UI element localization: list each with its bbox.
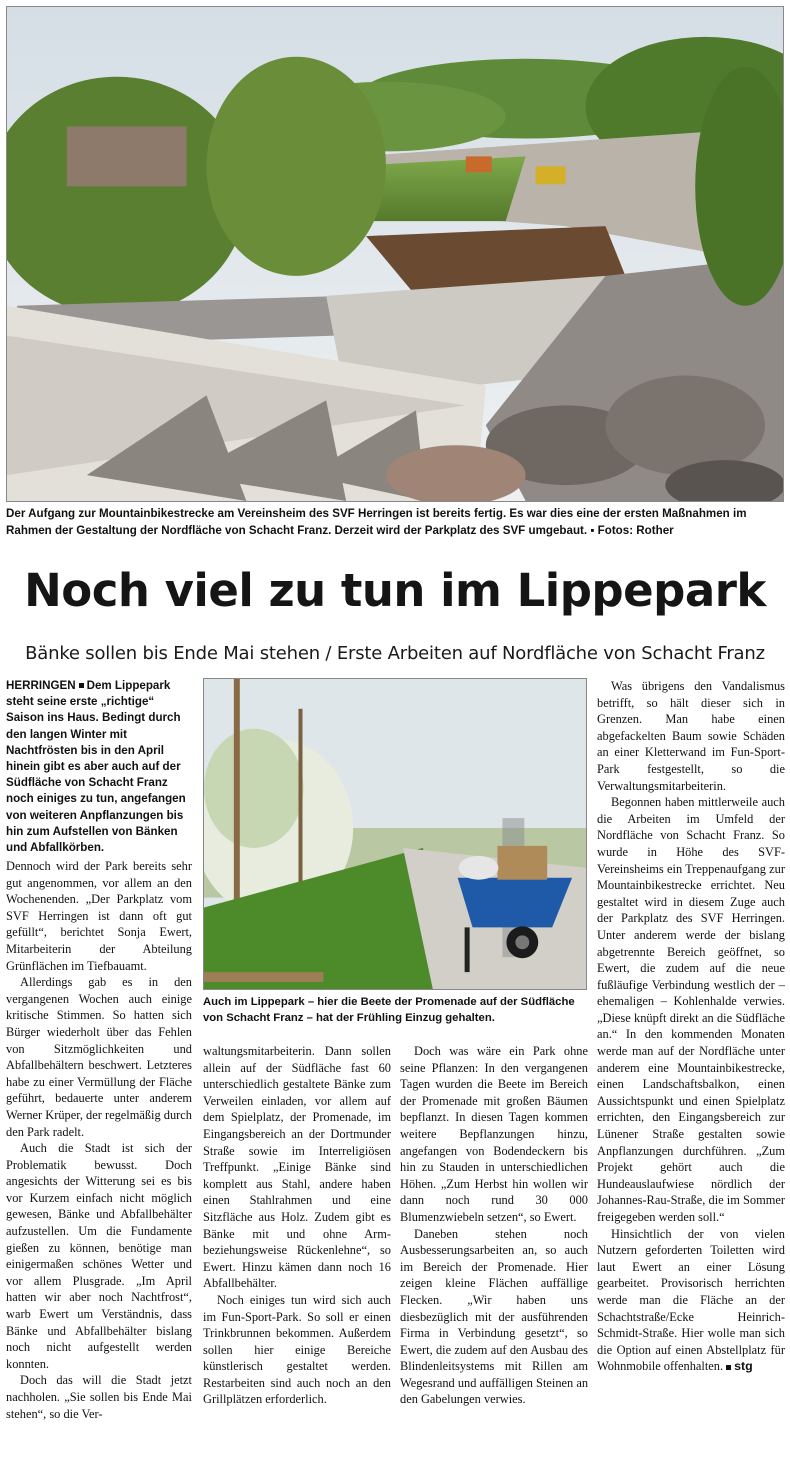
paragraph: Daneben stehen noch Ausbesserungsarbeiten an, so auch im Bereich der Promenade. Hier zeigen kleine Flächen auffällige Flecken. „Wir haben uns diesbezüglich mit der ausführenden Firma in Verbindung gesetzt“, so Ewert, die zudem auf den Ausbau des Blindenleitsystems mit Rillen am Wegesrand und auffälligen Steinen an den Gabelungen verwies.: [400, 1226, 589, 1407]
paragraph: waltungsmitarbeiterin. Dann sollen allein auf der Südfläche fast 60 unterschiedlich gestaltete Bänke zum Verweilen einladen, vor allem auf dem Spielplatz, der Promenade, im Eingangsbereich an der Dortmunder Straße sowie im Interreligiösen Treffpunkt. „Einige Bänke sind komplett aus Stahl, andere haben einen Stahlrahmen und eine Sitzfläche aus Holz. Zudem gibt es Bänke mit und ohne Arm- beziehungsweise Rückenlehne“, so Ewert. Hinzu kämen dann noch 16 Abfallbehälter.: [203, 1044, 391, 1291]
inline-photo: [203, 678, 587, 990]
article-column-2: [203, 1043, 391, 1408]
lead-text: Dem Lippepark steht seine erste „richtige“ Saison ins Haus. Bedingt durch den langen Winter mit Nachtfrösten bis in den April hinein gibt es aber auch auf der Südfläche von Schacht Franz noch einiges zu tun, angefangen von weiteren Anpflanzungen bis hin zum Aufstellen von Bänken und Abfallkörben.: [6, 679, 186, 855]
headline: Noch viel zu tun im Lippepark: [24, 564, 766, 617]
paragraph: Allerdings gab es in den vergangenen Wochen auch einige kritische Stimmen. So hatten sich Bürger wiederholt über das Fehlen von Sitzmöglichkeiten und Abfallbehältern beschwert. Letzteres habe zu einer Vermüllung der Fläche geführt, bedauerte unter anderem Werner Krüper, der regelmäßig durch den Park radelt.: [6, 975, 192, 1139]
article-column-3: [400, 1043, 588, 1408]
promenade-wheelbarrow-image: [204, 679, 586, 989]
photo-caption: Der Aufgang zur Mountainbikestrecke am Vereinsheim des SVF Herringen ist bereits fertig. Es war dies eine der ersten Maßnahmen im Rahmen der Gestaltung der Nordfläche von Schacht Franz. Derzeit wird der Parkplatz des SVF umgebaut. ▪ Fotos: Rother: [6, 507, 747, 537]
main-photo: [6, 6, 784, 502]
stairs-park-image: [7, 7, 783, 501]
paragraph: Doch was wäre ein Park ohne seine Pflanzen: In den vergangenen Tagen wurden die Beete im Bereich der Promenade mit großen Bäumen bepflanzt. In diesen Tagen kommen weitere Bepflanzungen hinzu, angefangen von Bodendeckern bis hin zu Stauden in unterschiedlichen Höhen. „Zum Herbst hin wollen wir dann noch rund 30 000 Blumenzwiebeln setzen“, so Ewert.: [400, 1044, 588, 1224]
paragraph: Noch einiges tun wird sich auch im Fun-Sport-Park. So soll er einen Trinkbrunnen bekommen. Außerdem sollen hier einige Bereiche künstlerisch gestaltet werden. Restarbeiten sind auch noch an den Grillplätzen erforderlich.: [203, 1292, 391, 1407]
paragraph: Doch das will die Stadt jetzt nachholen. „Sie sollen bis Ende Mai stehen“, so die Ver-: [6, 1373, 192, 1421]
author-signature: stg: [734, 1359, 753, 1374]
paragraph: Dennoch wird der Park bereits sehr gut angenommen, vor allem an den Wochenenden. „Der Parkplatz vom SVF Herringen ist dann oft gut gefüllt“, berichtet Sonja Ewert, Mitarbeiterin der Abteilung Grünflächen im Tiefbauamt.: [6, 859, 192, 973]
paragraph-text: Hinsichtlich der von vielen Nutzern geforderten Toiletten wird laut Ewert an einer Lösung gearbeitet. Provisorisch herrichten werde man die Fläche an der Schachtstraße/Ecke Heinrich-Schmidt-Straße. Hier wolle man sich die Option auf einen Abstellplatz für Wohnmobile offenhalten.: [597, 1226, 785, 1374]
article-column-1: [6, 858, 192, 1422]
paragraph: Auch die Stadt ist sich der Problematik bewusst. Doch angesichts der Witterung sei es bis vor Kurzem einfach nicht möglich gewesen, Bänke und Abfallbehälter aufzustellen. Um die Fundamente gießen zu können, benötige man einigermaßen schönes Wetter und vor allem Plusgrade. „Im April hatten wir aber noch Nachtfrost“, warb Ewert um Verständnis, dass Bänke und Abfallbehälter bislang noch nicht aufgestellt werden konnten.: [6, 1141, 192, 1371]
paragraph: [597, 1226, 785, 1375]
dateline: HERRINGEN: [6, 679, 76, 692]
bullet-square-icon: [79, 683, 84, 688]
bullet-square-icon: [726, 1365, 731, 1370]
lead-paragraph: [6, 678, 190, 856]
paragraph: Begonnen haben mittlerweile auch die Arbeiten im Umfeld der Nordfläche von Schacht Franz. So wurde in Höhe des SVF-Vereinsheims ein Treppenaufgang zur Mountainbikestrecke errichtet. Neu gestaltet wird in diesem Zuge auch der Parkplatz des SVF Herringen. Unter anderem werde der bislang abgetrennte Bereich geöffnet, so Ewert, die zudem auf die neue fußläufige Verbindung westlich der – ehemaligen – Kohlenhalde verwies. „Diese knüpft direkt an die Südfläche an.“ In den kommenden Monaten werde man auf der Nordfläche unter anderem eine Mountainbikestrecke, einen Landschaftsbalkon, einen Aussichtspunkt und einen Spielplatz errichten, den Eingangsbereich zur Lünener Straße gestalten sowie Anpflanzungen durchführen. „Zum Projekt gehört auch die Hundeauslaufwiese nördlich der Johannes-Rau-Straße, die im Sommer freigegeben werden soll.“: [597, 795, 785, 1224]
article-column-4: [597, 678, 785, 1375]
inline-photo-caption: Auch im Lippepark – hier die Beete der Promenade auf der Südfläche von Schacht Franz – hat der Frühling Einzug gehalten.: [203, 996, 575, 1024]
subheadline: Bänke sollen bis Ende Mai stehen / Erste Arbeiten auf Nordfläche von Schacht Franz: [25, 643, 765, 664]
paragraph: Was übrigens den Vandalismus betrifft, so hält dieser sich in Grenzen. Man habe einen abgefackelten Baum sowie Schäden an einer Kletterwand im Fun-Sport-Park festgestellt, so die Verwaltungsmitarbeiterin.: [597, 679, 785, 793]
